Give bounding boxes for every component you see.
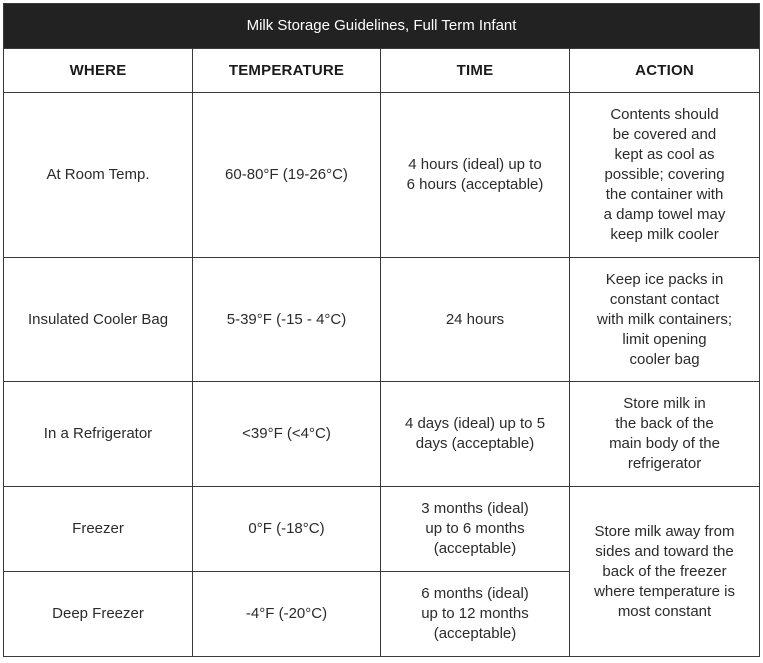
temperature-cell: 0°F (-18°C) — [193, 487, 381, 572]
header-time: TIME — [381, 49, 570, 93]
time-cell: 4 hours (ideal) up to 6 hours (acceptable) — [381, 93, 570, 258]
table-row — [4, 258, 760, 382]
where-cell: In a Refrigerator — [4, 382, 193, 487]
header-action: ACTION — [570, 49, 760, 93]
temperature-cell: <39°F (<4°C) — [193, 382, 381, 487]
header-row — [4, 49, 760, 93]
temperature-cell: -4°F (-20°C) — [193, 572, 381, 657]
header-temperature: TEMPERATURE — [193, 49, 381, 93]
time-cell: 4 days (ideal) up to 5 days (acceptable) — [381, 382, 570, 487]
milk-storage-table — [3, 3, 760, 657]
table-row — [4, 487, 760, 572]
table-title: Milk Storage Guidelines, Full Term Infant — [4, 4, 760, 49]
where-cell: Deep Freezer — [4, 572, 193, 657]
table-row — [4, 93, 760, 258]
table-row — [4, 382, 760, 487]
action-cell: Store milk away from sides and toward the back of the freezer where temperature is most constant — [570, 487, 760, 657]
action-cell: Store milk in the back of the main body of the refrigerator — [570, 382, 760, 487]
action-cell: Contents should be covered and kept as cool as possible; covering the container with a damp towel may keep milk cooler — [570, 93, 760, 258]
temperature-cell: 60-80°F (19-26°C) — [193, 93, 381, 258]
where-cell: Freezer — [4, 487, 193, 572]
action-cell: Keep ice packs in constant contact with milk containers; limit opening cooler bag — [570, 258, 760, 382]
time-cell: 24 hours — [381, 258, 570, 382]
time-cell: 6 months (ideal) up to 12 months (acceptable) — [381, 572, 570, 657]
temperature-cell: 5-39°F (-15 - 4°C) — [193, 258, 381, 382]
header-where: WHERE — [4, 49, 193, 93]
where-cell: At Room Temp. — [4, 93, 193, 258]
time-cell: 3 months (ideal) up to 6 months (acceptable) — [381, 487, 570, 572]
where-cell: Insulated Cooler Bag — [4, 258, 193, 382]
